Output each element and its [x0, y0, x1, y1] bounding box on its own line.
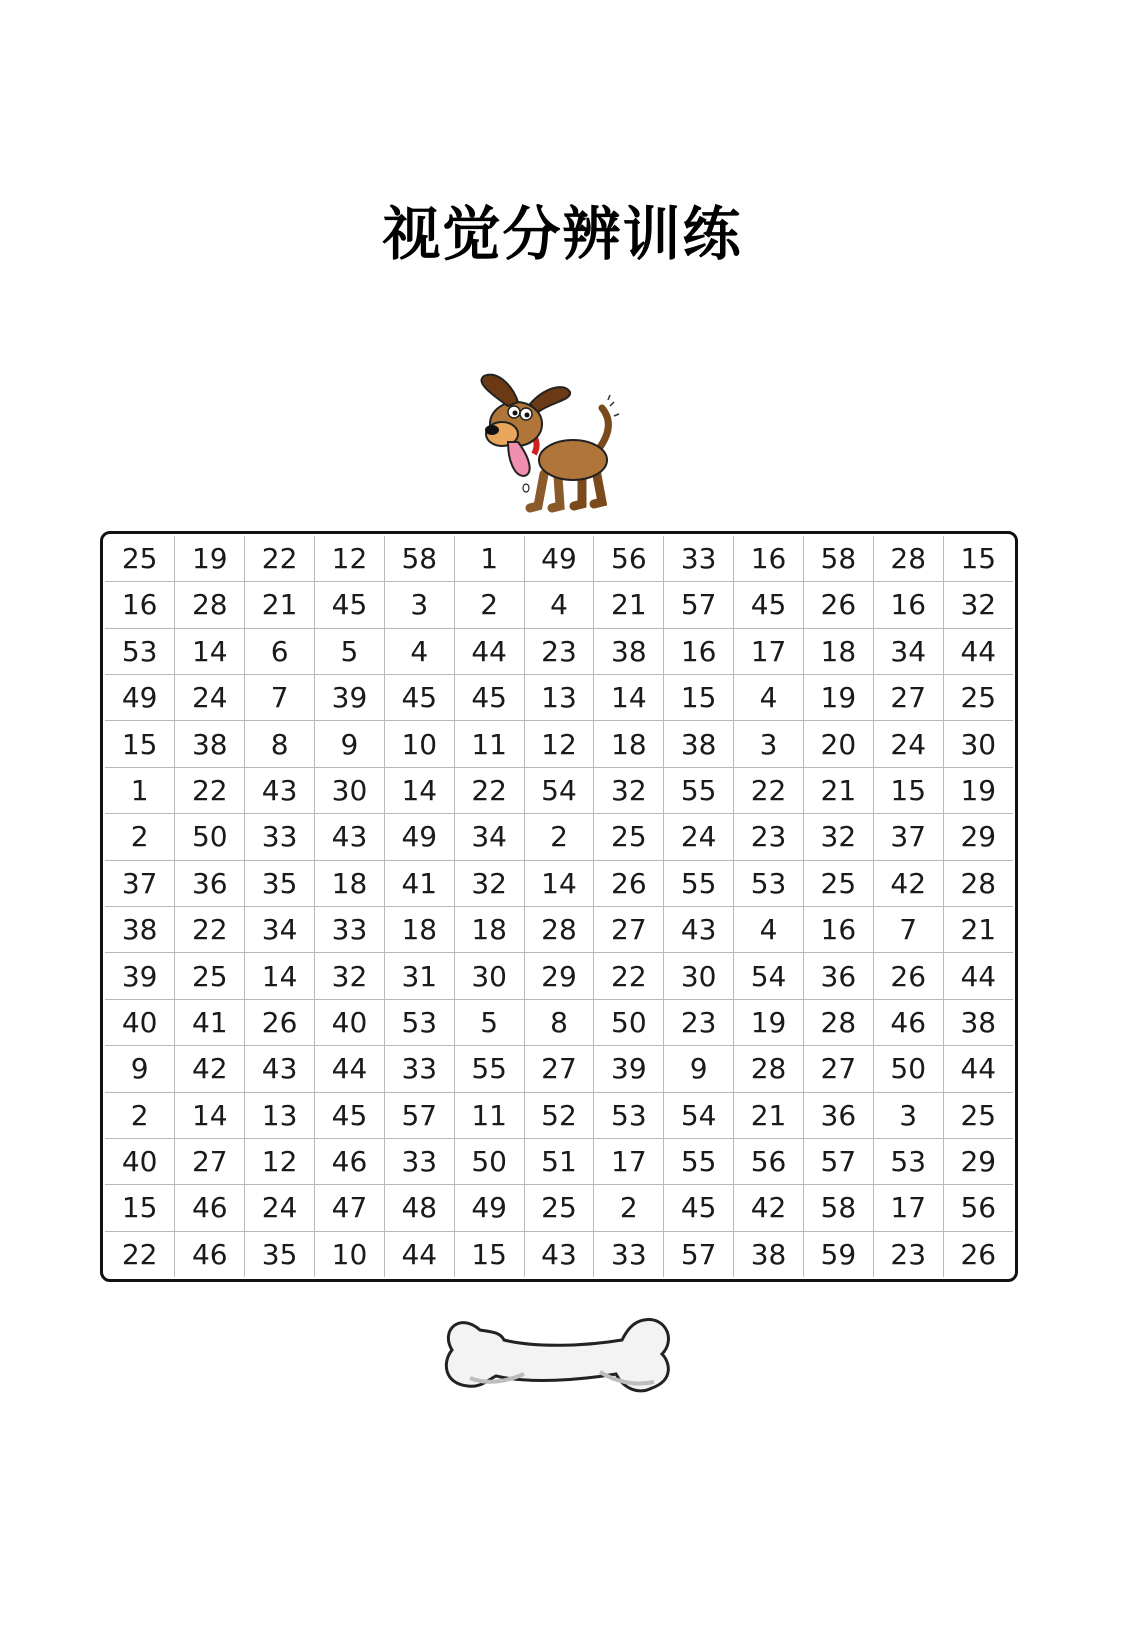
grid-cell: 37 — [873, 814, 943, 860]
grid-cell: 14 — [384, 767, 454, 813]
grid-cell: 33 — [315, 906, 385, 952]
grid-cell: 28 — [873, 536, 943, 582]
grid-cell: 2 — [105, 814, 175, 860]
grid-row — [105, 536, 1013, 582]
grid-row — [105, 628, 1013, 674]
grid-cell: 50 — [594, 999, 664, 1045]
grid-cell: 33 — [594, 1231, 664, 1277]
grid-cell: 22 — [105, 1231, 175, 1277]
grid-cell: 34 — [245, 906, 315, 952]
grid-cell: 36 — [175, 860, 245, 906]
grid-cell: 20 — [803, 721, 873, 767]
grid-cell: 4 — [384, 628, 454, 674]
grid-cell: 54 — [524, 767, 594, 813]
grid-row — [105, 1138, 1013, 1184]
grid-row — [105, 582, 1013, 628]
grid-cell: 50 — [873, 1046, 943, 1092]
grid-cell: 22 — [454, 767, 524, 813]
grid-cell: 38 — [594, 628, 664, 674]
grid-cell: 33 — [384, 1138, 454, 1184]
grid-cell: 13 — [524, 674, 594, 720]
grid-cell: 6 — [245, 628, 315, 674]
grid-cell: 18 — [315, 860, 385, 906]
grid-cell: 27 — [803, 1046, 873, 1092]
grid-cell: 32 — [594, 767, 664, 813]
grid-cell: 18 — [454, 906, 524, 952]
grid-cell: 4 — [734, 906, 804, 952]
grid-cell: 26 — [943, 1231, 1013, 1277]
grid-cell: 51 — [524, 1138, 594, 1184]
grid-cell: 43 — [245, 1046, 315, 1092]
grid-cell: 18 — [384, 906, 454, 952]
grid-cell: 11 — [454, 721, 524, 767]
grid-cell: 18 — [803, 628, 873, 674]
grid-cell: 42 — [175, 1046, 245, 1092]
grid-cell: 44 — [384, 1231, 454, 1277]
grid-cell: 34 — [454, 814, 524, 860]
grid-cell: 44 — [943, 1046, 1013, 1092]
grid-cell: 36 — [803, 953, 873, 999]
grid-cell: 11 — [454, 1092, 524, 1138]
grid-cell: 21 — [594, 582, 664, 628]
grid-cell: 50 — [175, 814, 245, 860]
grid-cell: 32 — [315, 953, 385, 999]
grid-cell: 38 — [105, 906, 175, 952]
grid-cell: 18 — [594, 721, 664, 767]
grid-cell: 9 — [664, 1046, 734, 1092]
grid-cell: 32 — [454, 860, 524, 906]
grid-cell: 3 — [873, 1092, 943, 1138]
grid-cell: 23 — [524, 628, 594, 674]
grid-cell: 59 — [803, 1231, 873, 1277]
grid-cell: 34 — [873, 628, 943, 674]
grid-cell: 31 — [384, 953, 454, 999]
grid-cell: 19 — [175, 536, 245, 582]
grid-cell: 33 — [245, 814, 315, 860]
grid-cell: 16 — [105, 582, 175, 628]
grid-cell: 23 — [664, 999, 734, 1045]
grid-cell: 32 — [803, 814, 873, 860]
grid-cell: 54 — [734, 953, 804, 999]
grid-row — [105, 906, 1013, 952]
grid-cell: 22 — [175, 767, 245, 813]
grid-cell: 44 — [454, 628, 524, 674]
grid-row — [105, 860, 1013, 906]
grid-cell: 43 — [524, 1231, 594, 1277]
grid-cell: 30 — [943, 721, 1013, 767]
grid-cell: 12 — [315, 536, 385, 582]
number-grid — [100, 531, 1018, 1282]
grid-cell: 8 — [245, 721, 315, 767]
grid-cell: 14 — [175, 1092, 245, 1138]
grid-cell: 25 — [175, 953, 245, 999]
dog-illustration — [478, 372, 638, 532]
grid-cell: 45 — [734, 582, 804, 628]
grid-cell: 45 — [315, 582, 385, 628]
grid-row — [105, 721, 1013, 767]
grid-cell: 1 — [105, 767, 175, 813]
grid-cell: 3 — [384, 582, 454, 628]
grid-cell: 29 — [943, 814, 1013, 860]
grid-cell: 16 — [734, 536, 804, 582]
grid-cell: 16 — [803, 906, 873, 952]
grid-cell: 56 — [594, 536, 664, 582]
grid-cell: 37 — [105, 860, 175, 906]
grid-cell: 28 — [175, 582, 245, 628]
grid-cell: 5 — [315, 628, 385, 674]
grid-cell: 19 — [734, 999, 804, 1045]
grid-cell: 8 — [524, 999, 594, 1045]
grid-cell: 44 — [315, 1046, 385, 1092]
grid-cell: 22 — [594, 953, 664, 999]
grid-cell: 39 — [594, 1046, 664, 1092]
grid-cell: 13 — [245, 1092, 315, 1138]
grid-cell: 38 — [943, 999, 1013, 1045]
grid-cell: 39 — [105, 953, 175, 999]
grid-row — [105, 674, 1013, 720]
grid-row — [105, 1185, 1013, 1231]
grid-cell: 29 — [943, 1138, 1013, 1184]
grid-cell: 45 — [664, 1185, 734, 1231]
grid-cell: 14 — [175, 628, 245, 674]
grid-cell: 17 — [873, 1185, 943, 1231]
grid-cell: 33 — [384, 1046, 454, 1092]
grid-cell: 57 — [803, 1138, 873, 1184]
number-table — [105, 536, 1013, 1277]
grid-cell: 29 — [524, 953, 594, 999]
grid-cell: 28 — [524, 906, 594, 952]
grid-cell: 22 — [245, 536, 315, 582]
grid-cell: 35 — [245, 1231, 315, 1277]
grid-cell: 15 — [873, 767, 943, 813]
grid-cell: 27 — [594, 906, 664, 952]
grid-cell: 23 — [734, 814, 804, 860]
grid-cell: 53 — [384, 999, 454, 1045]
grid-cell: 44 — [943, 628, 1013, 674]
grid-cell: 57 — [384, 1092, 454, 1138]
grid-cell: 46 — [315, 1138, 385, 1184]
grid-cell: 42 — [734, 1185, 804, 1231]
grid-cell: 53 — [734, 860, 804, 906]
grid-cell: 4 — [524, 582, 594, 628]
grid-cell: 38 — [734, 1231, 804, 1277]
grid-row — [105, 999, 1013, 1045]
grid-row — [105, 1046, 1013, 1092]
grid-cell: 44 — [943, 953, 1013, 999]
grid-cell: 12 — [245, 1138, 315, 1184]
grid-cell: 35 — [245, 860, 315, 906]
grid-cell: 49 — [524, 536, 594, 582]
grid-cell: 23 — [873, 1231, 943, 1277]
grid-cell: 58 — [384, 536, 454, 582]
grid-cell: 45 — [315, 1092, 385, 1138]
grid-cell: 58 — [803, 1185, 873, 1231]
grid-cell: 27 — [873, 674, 943, 720]
grid-row — [105, 767, 1013, 813]
grid-cell: 21 — [734, 1092, 804, 1138]
grid-cell: 5 — [454, 999, 524, 1045]
grid-cell: 55 — [454, 1046, 524, 1092]
grid-cell: 40 — [315, 999, 385, 1045]
grid-cell: 43 — [245, 767, 315, 813]
grid-cell: 43 — [315, 814, 385, 860]
grid-cell: 14 — [245, 953, 315, 999]
grid-cell: 56 — [734, 1138, 804, 1184]
grid-cell: 32 — [943, 582, 1013, 628]
grid-cell: 42 — [873, 860, 943, 906]
grid-cell: 46 — [175, 1185, 245, 1231]
grid-cell: 45 — [384, 674, 454, 720]
grid-cell: 53 — [594, 1092, 664, 1138]
grid-cell: 12 — [524, 721, 594, 767]
grid-cell: 38 — [175, 721, 245, 767]
grid-cell: 30 — [664, 953, 734, 999]
grid-cell: 9 — [105, 1046, 175, 1092]
grid-cell: 27 — [175, 1138, 245, 1184]
grid-row — [105, 814, 1013, 860]
grid-row — [105, 1231, 1013, 1277]
grid-cell: 25 — [803, 860, 873, 906]
grid-cell: 24 — [664, 814, 734, 860]
grid-cell: 41 — [175, 999, 245, 1045]
grid-cell: 26 — [245, 999, 315, 1045]
grid-cell: 55 — [664, 767, 734, 813]
grid-cell: 57 — [664, 582, 734, 628]
grid-cell: 53 — [873, 1138, 943, 1184]
grid-row — [105, 1092, 1013, 1138]
grid-cell: 15 — [105, 1185, 175, 1231]
grid-cell: 25 — [943, 674, 1013, 720]
grid-cell: 26 — [873, 953, 943, 999]
grid-cell: 43 — [664, 906, 734, 952]
grid-cell: 2 — [524, 814, 594, 860]
grid-cell: 21 — [245, 582, 315, 628]
grid-cell: 9 — [315, 721, 385, 767]
grid-cell: 54 — [664, 1092, 734, 1138]
grid-cell: 50 — [454, 1138, 524, 1184]
grid-cell: 1 — [454, 536, 524, 582]
grid-row — [105, 953, 1013, 999]
grid-cell: 30 — [454, 953, 524, 999]
grid-cell: 36 — [803, 1092, 873, 1138]
grid-cell: 55 — [664, 860, 734, 906]
grid-cell: 52 — [524, 1092, 594, 1138]
grid-cell: 17 — [594, 1138, 664, 1184]
grid-cell: 58 — [803, 536, 873, 582]
grid-cell: 17 — [734, 628, 804, 674]
grid-cell: 24 — [245, 1185, 315, 1231]
grid-cell: 15 — [664, 674, 734, 720]
grid-cell: 49 — [105, 674, 175, 720]
grid-cell: 10 — [384, 721, 454, 767]
grid-cell: 14 — [594, 674, 664, 720]
grid-cell: 16 — [664, 628, 734, 674]
grid-cell: 49 — [454, 1185, 524, 1231]
grid-cell: 33 — [664, 536, 734, 582]
grid-cell: 7 — [245, 674, 315, 720]
grid-cell: 3 — [734, 721, 804, 767]
grid-cell: 40 — [105, 1138, 175, 1184]
grid-cell: 45 — [454, 674, 524, 720]
grid-cell: 2 — [594, 1185, 664, 1231]
grid-cell: 27 — [524, 1046, 594, 1092]
grid-cell: 48 — [384, 1185, 454, 1231]
grid-cell: 7 — [873, 906, 943, 952]
grid-cell: 28 — [803, 999, 873, 1045]
grid-cell: 28 — [943, 860, 1013, 906]
grid-cell: 15 — [454, 1231, 524, 1277]
page-title: 视觉分辨训练 — [382, 200, 743, 268]
grid-cell: 16 — [873, 582, 943, 628]
grid-cell: 26 — [594, 860, 664, 906]
grid-cell: 55 — [664, 1138, 734, 1184]
grid-cell: 57 — [664, 1231, 734, 1277]
grid-cell: 21 — [803, 767, 873, 813]
grid-cell: 4 — [734, 674, 804, 720]
grid-cell: 30 — [315, 767, 385, 813]
grid-cell: 19 — [803, 674, 873, 720]
grid-cell: 24 — [873, 721, 943, 767]
grid-cell: 25 — [594, 814, 664, 860]
grid-cell: 2 — [105, 1092, 175, 1138]
grid-cell: 39 — [315, 674, 385, 720]
grid-cell: 53 — [105, 628, 175, 674]
grid-cell: 47 — [315, 1185, 385, 1231]
grid-cell: 41 — [384, 860, 454, 906]
bone-illustration — [440, 1290, 680, 1430]
grid-cell: 28 — [734, 1046, 804, 1092]
grid-cell: 56 — [943, 1185, 1013, 1231]
grid-cell: 49 — [384, 814, 454, 860]
grid-cell: 25 — [943, 1092, 1013, 1138]
grid-cell: 15 — [943, 536, 1013, 582]
grid-cell: 25 — [524, 1185, 594, 1231]
grid-cell: 10 — [315, 1231, 385, 1277]
grid-cell: 40 — [105, 999, 175, 1045]
grid-cell: 24 — [175, 674, 245, 720]
grid-cell: 21 — [943, 906, 1013, 952]
grid-cell: 19 — [943, 767, 1013, 813]
grid-cell: 26 — [803, 582, 873, 628]
grid-cell: 46 — [873, 999, 943, 1045]
grid-cell: 38 — [664, 721, 734, 767]
grid-cell: 15 — [105, 721, 175, 767]
grid-cell: 22 — [175, 906, 245, 952]
grid-cell: 14 — [524, 860, 594, 906]
grid-cell: 46 — [175, 1231, 245, 1277]
grid-cell: 22 — [734, 767, 804, 813]
grid-cell: 25 — [105, 536, 175, 582]
grid-cell: 2 — [454, 582, 524, 628]
